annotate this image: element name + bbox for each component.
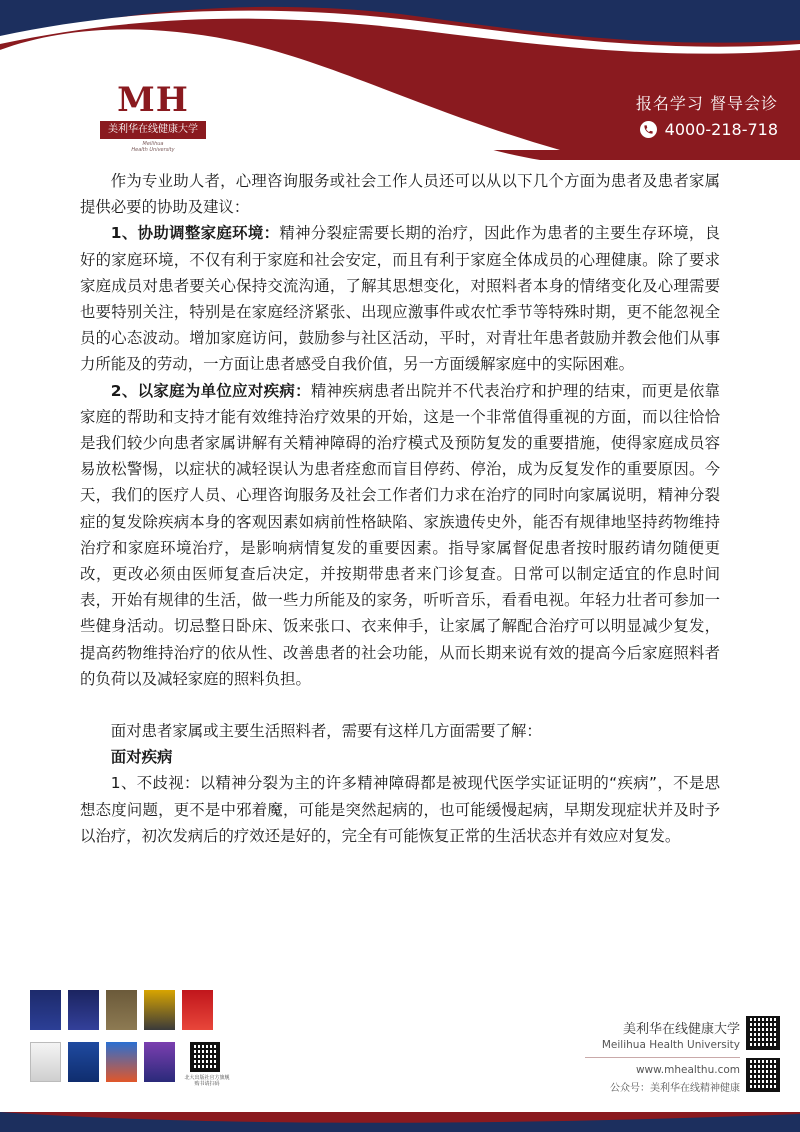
- university-logo: [100, 74, 206, 160]
- family-intro-paragraph: 面对患者家属或主要生活照料者，需要有这样几方面需要了解：: [110, 722, 542, 741]
- bookstore-qr-code[interactable]: [190, 1042, 220, 1072]
- phone-number: 4000-218-718: [664, 120, 778, 139]
- footer-wechat: 公众号：美利华在线精神健康: [610, 1083, 740, 1094]
- footer-url[interactable]: www.mhealthu.com: [635, 1064, 740, 1076]
- logo-ribbon: 美利华在线健康大学: [100, 121, 206, 139]
- bookstore-caption-line-1: 北大出版社官方旗舰: [184, 1075, 230, 1081]
- header-slogan: 报名学习 督导会诊: [635, 94, 778, 113]
- logo-subtitle: [100, 141, 206, 153]
- book-cover[interactable]: [30, 1042, 61, 1082]
- phone-row[interactable]: [636, 120, 778, 139]
- footer-divider: [585, 1057, 740, 1058]
- footer-brand-cn: 美利华在线健康大学: [622, 1022, 740, 1037]
- point-2-text: 精神疾病患者出院并不代表治疗和护理的结束，而更是依靠家庭的帮助和支持才能有效维持治疗效果的开始，这是一个非常值得重视的方面，而以往恰恰是我们较少向患者家属讲解有关精神障碍的治疗模式及预防复发的重要措施，使得家庭成员容易放松警惕，以症状的减轻误认为患者痊愈而盲目停药、停治，成为反复发作的重要原因。今天，我们的医疗人员、心理咨询服务及社会工作者们力求在治疗的同时向家属说明，精神分裂症的复发除疾病本身的客观因素如病前性格缺陷、家族遗传史外，能否有规律地坚持药物维持治疗和家庭环境治疗，是影响病情复发的重要因素。指导家属督促患者按时服药请勿随便更改，更改必须由医师复查后决定，并按期带患者来门诊复查。日常可以制定适宜的作息时间表，开始有规律的生活，做一些力所能及的家务，听听音乐，看看电视。年轻力壮者可参加一些健身活动。切忌整日卧床、饭来张口、衣来伸手，让家属了解配合治疗可以明显减少复发，提高药物维持治疗的依从性、改善患者的社会功能，从而长期来说有效的提高今后家庭照料者的负荷以及减轻家庭的照料负担。: [80, 381, 720, 688]
- book-cover[interactable]: [182, 990, 213, 1030]
- bookstore-caption-line-2: 购书请扫码: [194, 1081, 220, 1087]
- phone-icon: [640, 121, 657, 138]
- book-cover[interactable]: [144, 1042, 175, 1082]
- book-showcase[interactable]: [30, 990, 230, 1090]
- section-heading: [80, 744, 720, 770]
- logo-sub-line-2: Health University: [131, 147, 175, 153]
- paragraph-spacer: [80, 692, 720, 718]
- footer-brand: [565, 1018, 740, 1094]
- point-1-paragraph: [80, 220, 720, 377]
- book-cover[interactable]: [106, 1042, 137, 1082]
- point-2-paragraph: [80, 378, 720, 692]
- book-cover[interactable]: [68, 1042, 99, 1082]
- book-cover[interactable]: [30, 990, 61, 1030]
- intro-paragraph: 作为专业助人者，心理咨询服务或社会工作人员还可以从以下几个方面为患者及患者家属提供必要的协助及建议：: [80, 172, 720, 217]
- book-cover[interactable]: [68, 990, 99, 1030]
- footer-banner: [0, 1112, 800, 1132]
- section-heading-text: 面对疾病: [110, 748, 173, 767]
- header-contact: [636, 91, 778, 139]
- bookstore-caption: [176, 1075, 238, 1087]
- footer-brand-en: Meilihua Health University: [601, 1039, 740, 1051]
- point-1-text: 精神分裂症需要长期的治疗，因此作为患者的主要生存环境，良好的家庭环境，不仅有利于家庭和社会安定，而且有利于家庭全体成员的心理健康。除了要求家庭成员对患者要关心保持交流沟通，了解其思想变化，对照料者本身的情绪变化及心理需要也要特别关注，特别是在家庭经济紧张、出现应激事件或农忙季节等特殊时期，更不能忽视全员的心态波动。增加家庭访问，鼓励参与社区活动，平时，对青壮年患者鼓励并教会他们从事力所能及的劳动，一方面让患者感受自我价值，另一方面缓解家庭中的实际困难。: [80, 224, 720, 374]
- document-body: [80, 168, 720, 849]
- logo-mark: MH: [117, 80, 189, 120]
- no-discrimination-paragraph: 1、不歧视：以精神分裂为主的许多精神障碍都是被现代医学实证证明的“疾病”，不是思想态度问题，更不是中邪着魔，可能是突然起病的，也可能缓慢起病，早期发现症状并及时予以治疗，初次发病后的疗效还是好的，完全有可能恢复正常的生活状态并有效应对复发。: [80, 774, 720, 845]
- book-cover[interactable]: [106, 990, 137, 1030]
- footer-qr-code-top[interactable]: [746, 1016, 780, 1050]
- point-1-title: 1、协助调整家庭环境：: [110, 224, 280, 243]
- footer-qr-code-bottom[interactable]: [746, 1058, 780, 1092]
- logo-sub-line-1: Meilihua: [142, 141, 164, 147]
- point-2-title: 2、以家庭为单位应对疾病：: [110, 381, 311, 400]
- book-cover[interactable]: [144, 990, 175, 1030]
